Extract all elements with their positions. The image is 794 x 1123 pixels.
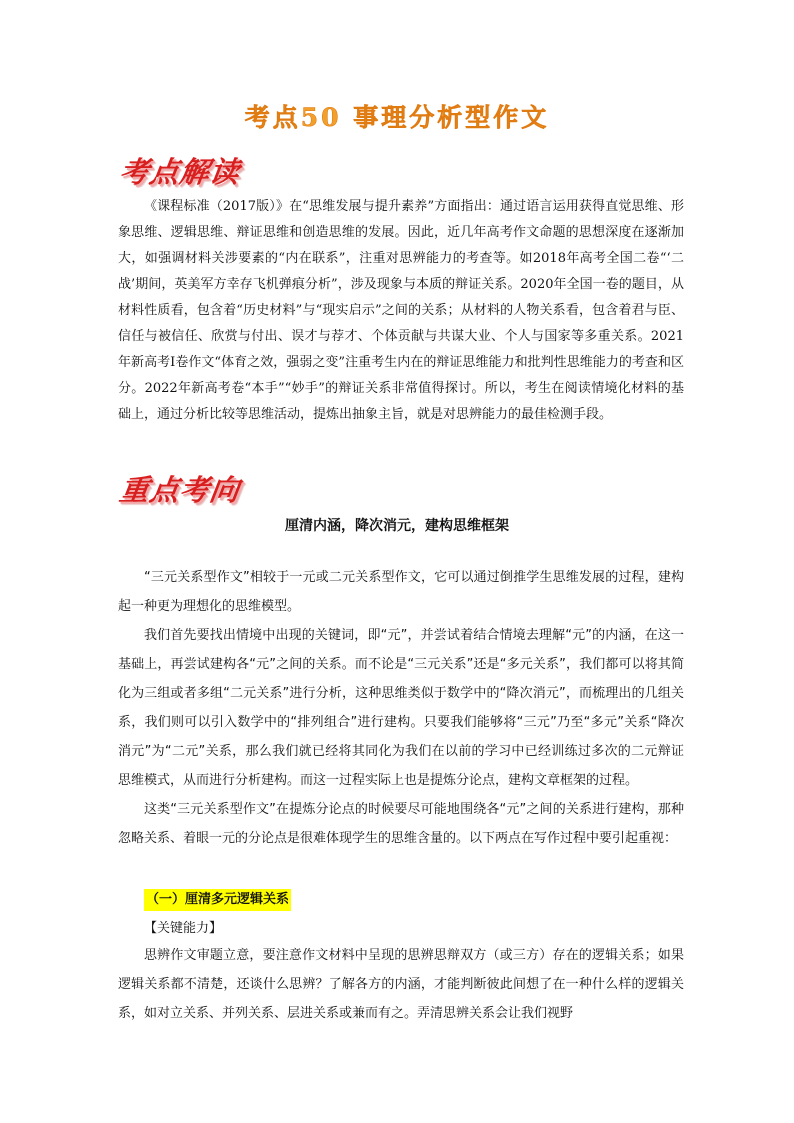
document-title: 考点50 事理分析型作文 — [244, 103, 550, 132]
highlighted-heading: （一）厘清多元逻辑关系 — [144, 889, 291, 911]
body-paragraph-1: “三元关系型作文”相较于一元或二元关系型作文，它可以通过倒推学生思维发展的过程，建构起一种更为理想化的思维模型。 — [118, 570, 684, 614]
body-paragraph-4: 思辨作文审题立意，要注意作文材料中呈现的思辨思辩双方（或三方）存在的逻辑关系；如果逻辑关系都不清楚，还谈什么思辨？了解各方的内涵，才能判断彼此间想了在一种什么样的逻辑关系，如对立关系、并列关系、层进关系或兼而有之。弄清思辨关系会让我们视野 — [118, 948, 684, 1021]
body-paragraph-2: 我们首先要找出情境中出现的关键词，即“元”，并尝试着结合情境去理解“元”的内涵，在这一基础上，再尝试建构各“元”之间的关系。而不论是“三元关系”还是“多元关系”，我们都可以将其简化为三组或者多组“二元关系”进行分析，这种思维类似于数学中的“降次消元”，而梳理出的几组关系，我们则可以引入数学中的“排列组合”进行建构。只要我们能够将“三元”乃至“多元”关系“降次消元”为“二元”关系，那么我们就已经将其同化为我们在以前的学习中已经训练过多次的二元辩证思维模式，从而进行分析建构。而这一过程实际上也是提炼分论点，建构文章框架的过程。 — [118, 628, 684, 788]
exam-reading-paragraph: 《课程标准（2017版）》在“思维发展与提升素养”方面指出：通过语言运用获得直觉思维、形象思维、逻辑思维、辩证思维和创造思维的发展。因此，近几年高考作文命题的思想深度在逐渐加大，如强调材料关涉要素的“内在联系”，注重对思辨能力的考查等。如2018年高考全国二卷“‘二战’期间，英美军方幸存飞机弹痕分析”，涉及现象与本质的辩证关系。2020年全国一卷的题目，从材料性质看，包含着“历史材料”与“现实启示”之间的关系；从材料的人物关系看，包含着君与臣、信任与被信任、欣赏与付出、误才与荐才、个体贡献与共谋大业、个人与国家等多重关系。2021年新高考I卷作文“体育之效，强弱之变”注重考生内在的辩证思维能力和批判性思维能力的考查和区分。2022年新高考卷“本手”“妙手”的辩证关系非常值得探讨。所以，考生在阅读情境化材料的基础上，通过分析比较等思维活动，提炼出抽象主旨，就是对思辨能力的最佳检测手段。 — [118, 199, 684, 422]
section-subtitle: 厘清内涵，降次消元，建构思维框架 — [285, 518, 509, 534]
key-ability-label: 【关键能力】 — [144, 921, 223, 936]
section-banner-exam-reading: 考点解读 — [117, 155, 243, 189]
body-paragraph-3: 这类“三元关系型作文”在提炼分论点的时候要尽可能地围绕各“元”之间的关系进行建构，那种忽略关系、着眼一元的分论点是很难体现学生的思维含量的。以下两点在写作过程中要引起重视： — [118, 802, 684, 846]
section-banner-key-direction: 重点考向 — [117, 473, 243, 507]
